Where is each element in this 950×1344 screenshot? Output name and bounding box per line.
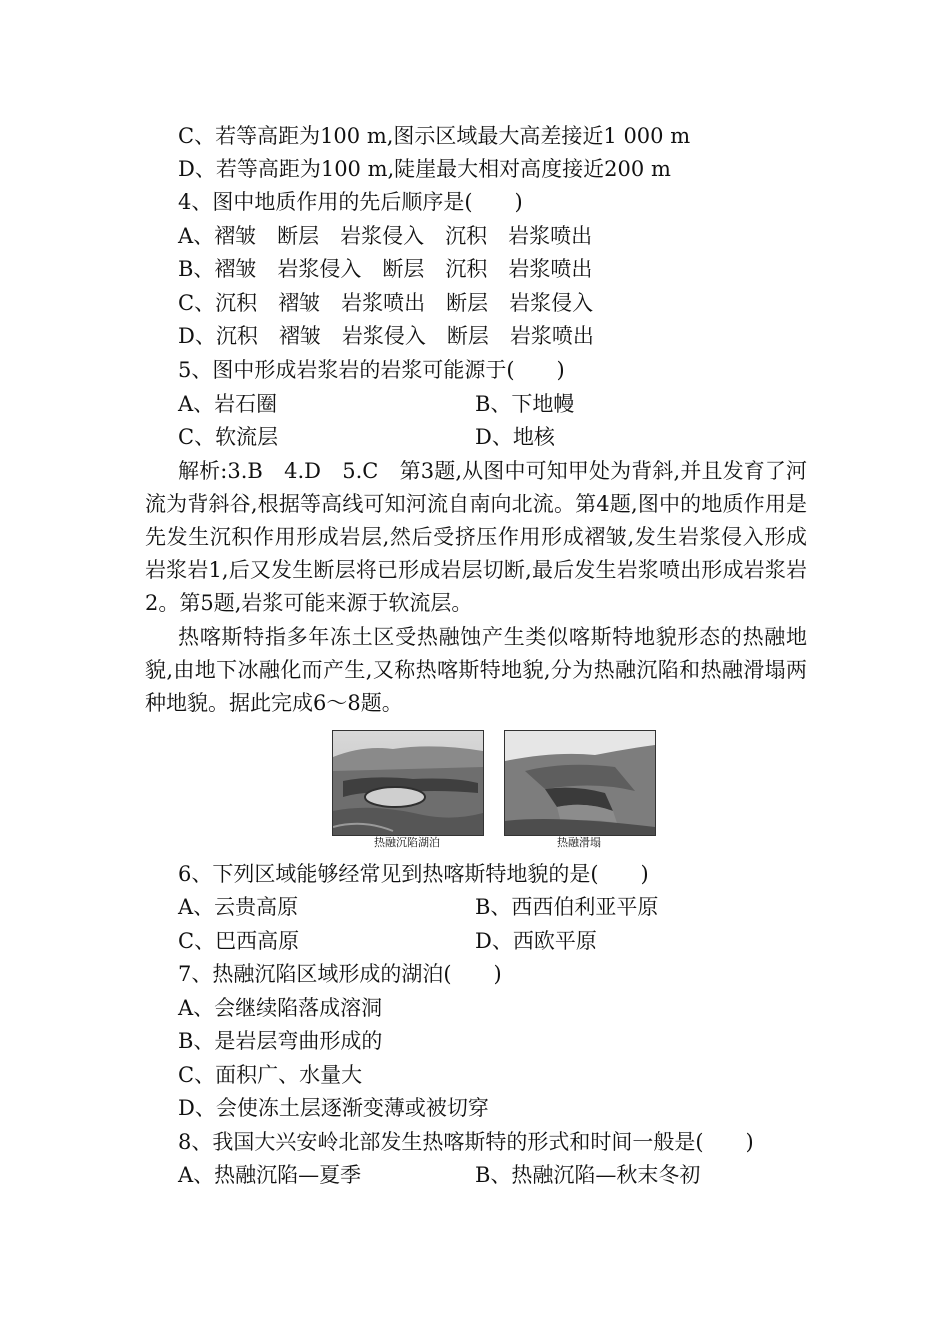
caption-thaw-slump: 热融滑塌 — [557, 836, 601, 849]
q5-option-c: C、软流层 — [178, 425, 279, 449]
q6-option-a: A、云贵高原 — [178, 895, 299, 919]
q4-option-b: B、褶皱 岩浆侵入 断层 沉积 岩浆喷出 — [178, 257, 593, 281]
analysis-paragraph: 解析:3.B 4.D 5.C 第3题,从图中可知甲处为背斜,并且发育了河流为背斜谷,根据等高线可知河流自南向北流。第4题,图中的地质作用是先发生沉积作用形成岩层,然后受挤压作用形成褶皱,发生岩浆侵入形成岩浆岩1,后又发生断层将已形成岩层切断,最后发生岩浆喷出形成岩浆岩2。第5题,岩浆可能来源于软流层。 — [145, 459, 807, 615]
question-7: 7、热融沉陷区域形成的湖泊( ) — [178, 962, 502, 986]
q4-option-c: C、沉积 褶皱 岩浆喷出 断层 岩浆侵入 — [178, 291, 594, 315]
intro-paragraph: 热喀斯特指多年冻土区受热融蚀产生类似喀斯特地貌形态的热融地貌,由地下冰融化而产生,又称热喀斯特地貌,分为热融沉陷和热融滑塌两种地貌。据此完成6～8题。 — [145, 625, 807, 715]
thaw-subsidence-lake-photo — [332, 730, 484, 836]
q6-option-c: C、巴西高原 — [178, 929, 300, 953]
q5-option-d: D、地核 — [475, 425, 555, 449]
question-5: 5、图中形成岩浆岩的岩浆可能源于( ) — [178, 358, 565, 382]
q3-option-c: C、若等高距为100 m,图示区域最大高差接近1 000 m — [178, 124, 691, 148]
thaw-slump-photo — [504, 730, 656, 836]
q7-option-c: C、面积广、水量大 — [178, 1063, 363, 1087]
caption-thaw-subsidence-lake: 热融沉陷湖泊 — [374, 836, 440, 849]
question-6: 6、下列区域能够经常见到热喀斯特地貌的是( ) — [178, 862, 649, 886]
q7-option-a: A、会继续陷落成溶洞 — [178, 996, 383, 1020]
q4-option-d: D、沉积 褶皱 岩浆侵入 断层 岩浆喷出 — [178, 324, 594, 348]
q4-option-a: A、褶皱 断层 岩浆侵入 沉积 岩浆喷出 — [178, 224, 593, 248]
q5-option-b: B、下地幔 — [475, 392, 575, 416]
question-4: 4、图中地质作用的先后顺序是( ) — [178, 190, 523, 214]
q3-option-d: D、若等高距为100 m,陡崖最大相对高度接近200 m — [178, 157, 671, 181]
q5-option-a: A、岩石圈 — [178, 392, 278, 416]
q8-option-a: A、热融沉陷—夏季 — [178, 1163, 362, 1187]
thermokarst-figure — [332, 730, 622, 852]
q6-option-d: D、西欧平原 — [475, 929, 597, 953]
q7-option-b: B、是岩层弯曲形成的 — [178, 1029, 383, 1053]
q8-option-b: B、热融沉陷—秋末冬初 — [475, 1163, 701, 1187]
q6-option-b: B、西西伯利亚平原 — [475, 895, 659, 919]
q7-option-d: D、会使冻土层逐渐变薄或被切穿 — [178, 1096, 489, 1120]
q5-options-row1 — [178, 388, 277, 420]
question-8: 8、我国大兴安岭北部发生热喀斯特的形式和时间一般是( ) — [178, 1130, 754, 1154]
